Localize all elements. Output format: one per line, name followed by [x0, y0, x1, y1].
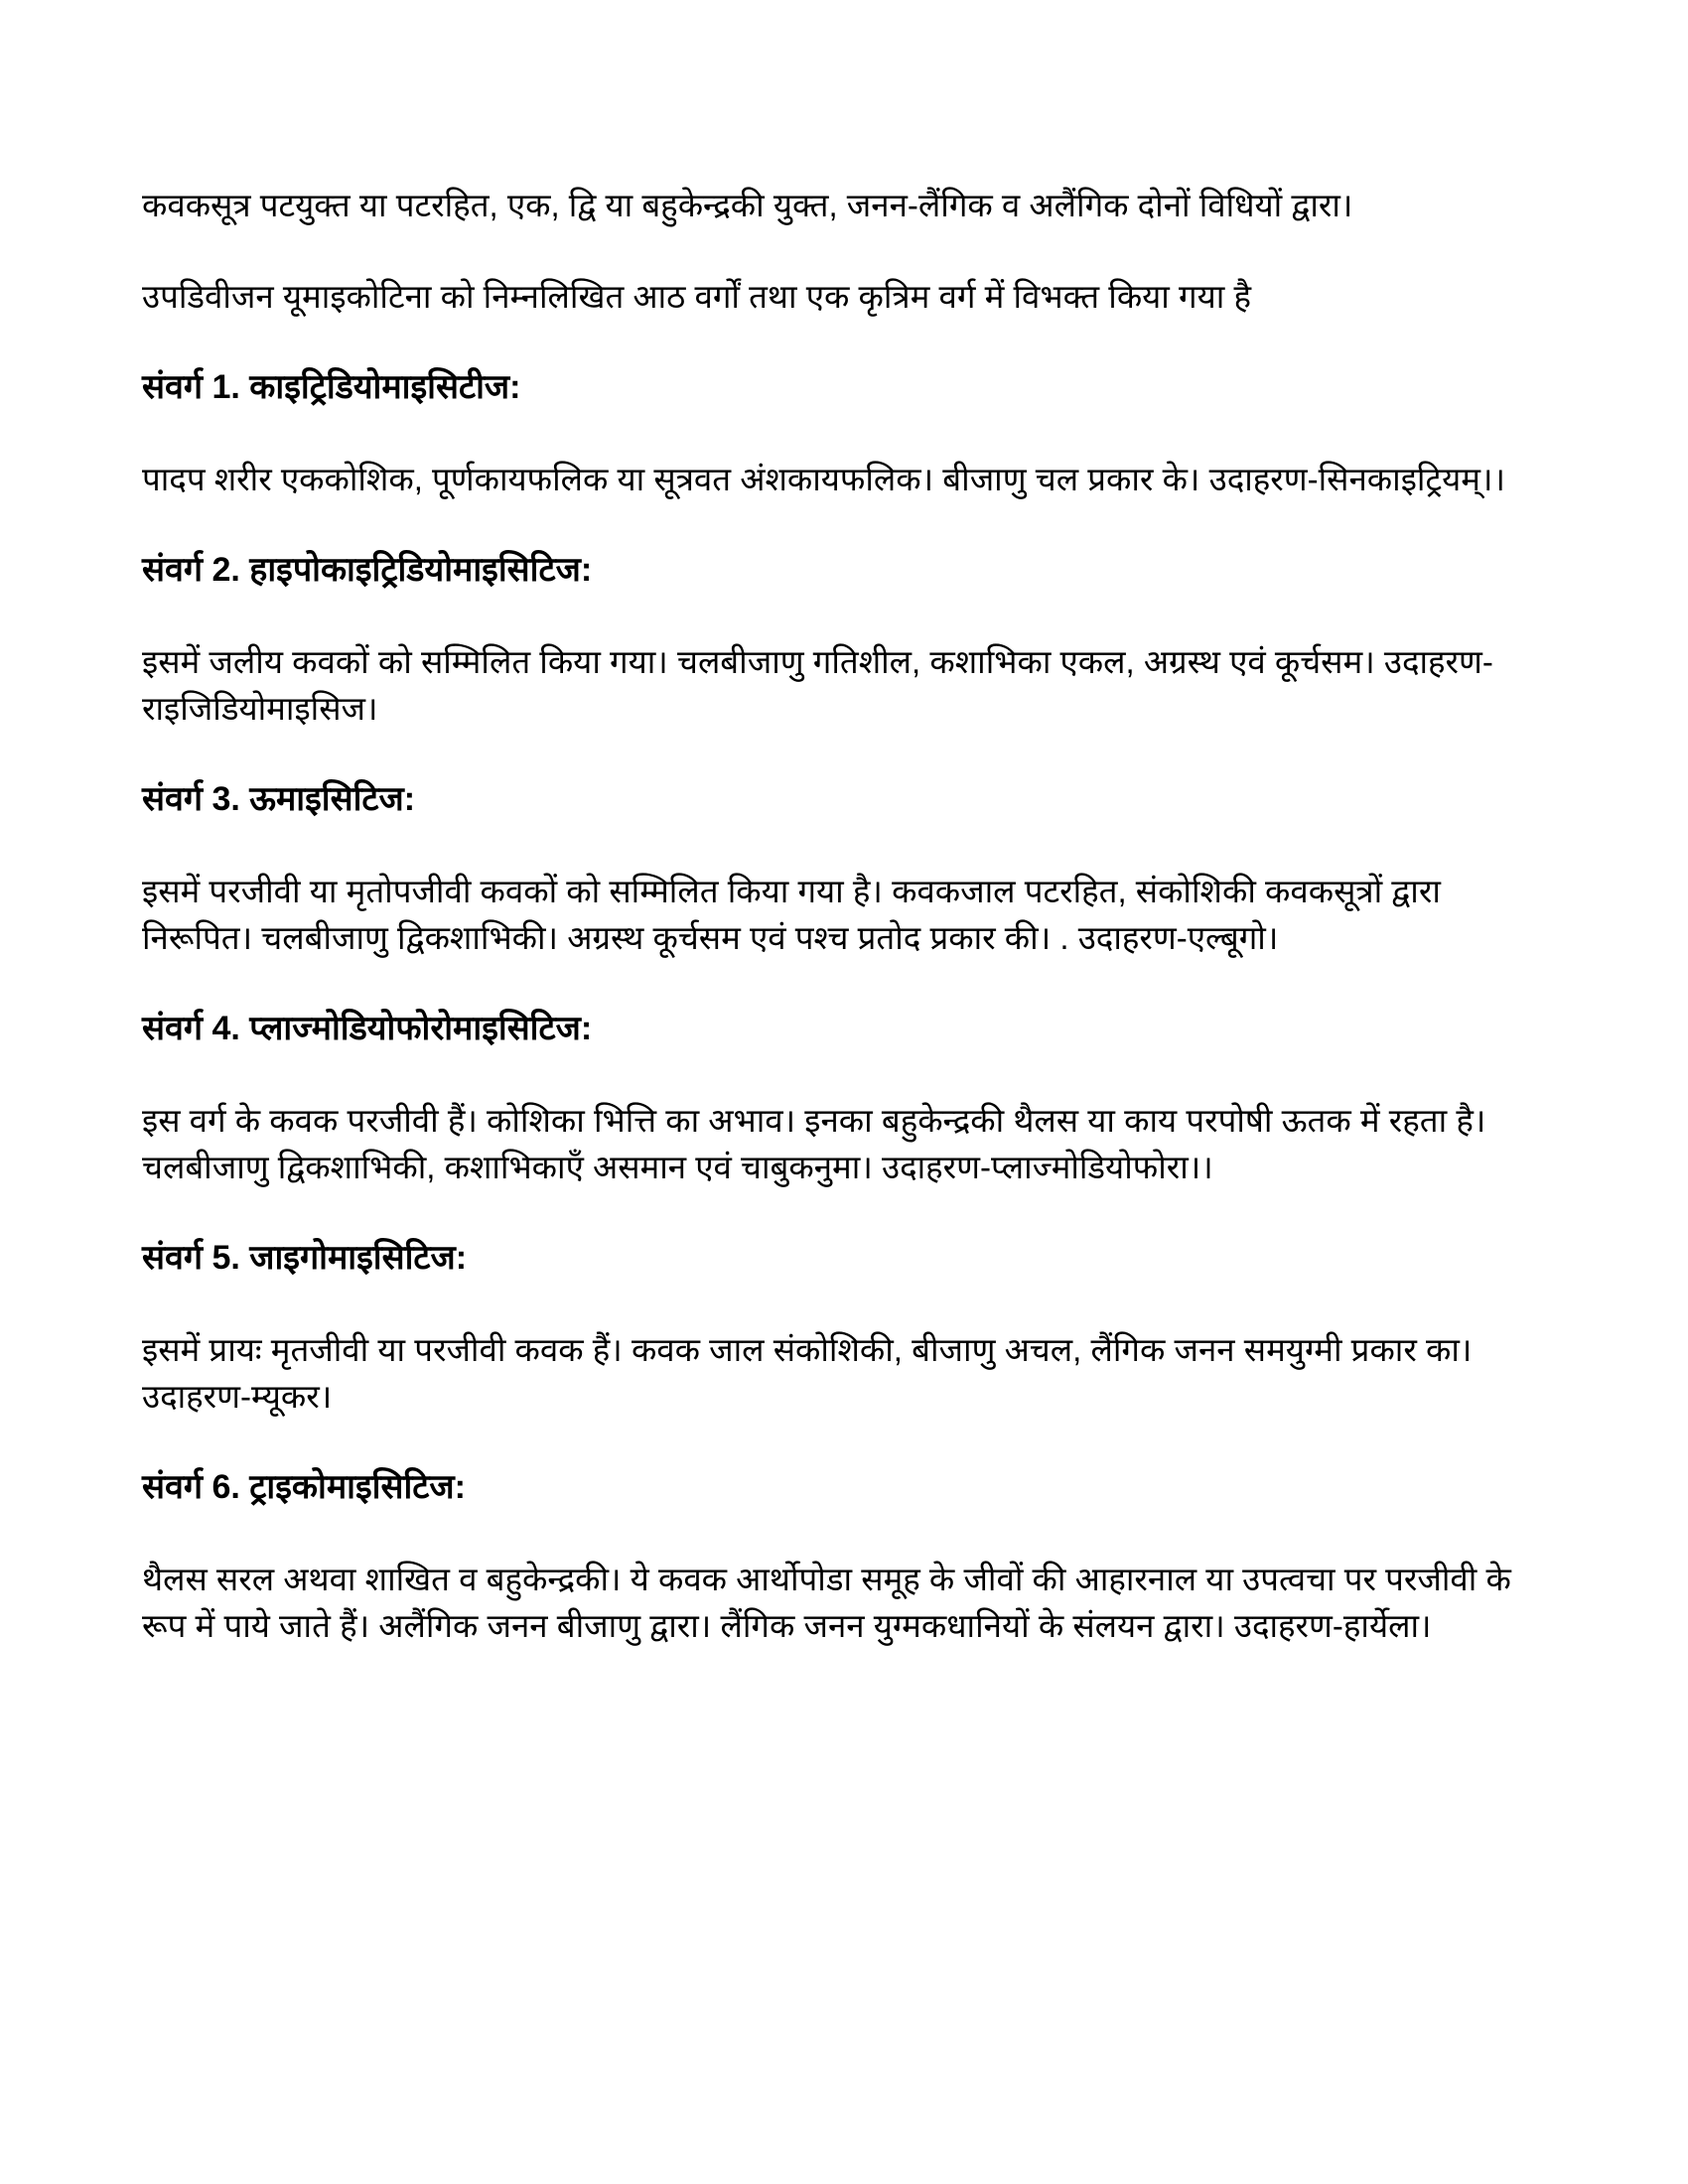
section-heading-class-5-zygomycetes: संवर्ग 5. जाइगोमाइसिटिज: [142, 1239, 468, 1277]
section-heading-class-6-trichomycetes: संवर्ग 6. ट्राइकोमाइसिटिज: [142, 1468, 466, 1506]
section-heading-class-1-chytridiomycetes: संवर्ग 1. काइट्रिडियोमाइसिटीज: [142, 368, 521, 406]
paragraph-class-5-description: इसमें प्रायः मृतजीवी या परजीवी कवक हैं। कवक जाल संकोशिकी, बीजाणु अचल, लैंगिक जनन समयुग्मी प्रकार का। उदाहरण-म्यूकर। [142, 1331, 1473, 1415]
paragraph-class-6-description: थैलस सरल अथवा शाखित व बहुकेन्द्रकी। ये कवक आर्थोपोडा समूह के जीवों की आहारनाल या उपत्वचा पर परजीवी के रूप में पाये जाते हैं। अलैंगिक जनन बीजाणु द्वारा। लैंगिक जनन युग्मकधानियों के संलयन द्वारा। उदाहरण-हार्येला। [142, 1561, 1511, 1644]
paragraph-class-1-description: पादप शरीर एककोशिक, पूर्णकायफलिक या सूत्रवत अंशकायफलिक। बीजाणु चल प्रकार के। उदाहरण-सिनकाइट्रियम्।। [142, 461, 1505, 497]
intro-paragraph-hyphae-septation: कवकसूत्र पटयुक्त या पटरहित, एक, द्वि या बहुकेन्द्रकी युक्त, जनन-लैंगिक व अलैंगिक दोनों विधियों द्वारा। [142, 187, 1353, 223]
section-heading-class-3-oomycetes: संवर्ग 3. ऊमाइसिटिज: [142, 780, 416, 818]
paragraph-class-2-description: इसमें जलीय कवकों को सम्मिलित किया गया। चलबीजाणु गतिशील, कशाभिका एकल, अग्रस्थ एवं कूर्चसम। उदाहरण-राइजिडियोमाइसिज। [142, 643, 1493, 727]
intro-paragraph-eumycotina-classes: उपडिवीजन यूमाइकोटिना को निम्नलिखित आठ वर्गों तथा एक कृत्रिम वर्ग में विभक्त किया गया है [142, 278, 1251, 315]
paragraph-class-4-description: इस वर्ग के कवक परजीवी हैं। कोशिका भित्ति का अभाव। इनका बहुकेन्द्रकी थैलस या काय परपोषी ऊतक में रहता है। चलबीजाणु द्विकशाभिकी, कशाभिकाएँ असमान एवं चाबुकनुमा। उदाहरण-प्लाज्मोडियोफोरा।। [142, 1102, 1486, 1185]
section-heading-class-4-plasmodiophoromycetes: संवर्ग 4. प्लाज्मोडियोफोरोमाइसिटिज: [142, 1010, 593, 1047]
section-heading-class-2-hyphochytridiomycetes: संवर्ग 2. हाइपोकाइट्रिडियोमाइसिटिज: [142, 551, 593, 589]
paragraph-class-3-description: इसमें परजीवी या मृतोपजीवी कवकों को सम्मिलित किया गया है। कवकजाल पटरहित, संकोशिकी कवकसूत्रों द्वारा निरूपित। चलबीजाणु द्विकशाभिकी। अग्रस्थ कूर्चसम एवं पश्च प्रतोद प्रकार की। . उदाहरण-एल्बूगो। [142, 873, 1441, 956]
